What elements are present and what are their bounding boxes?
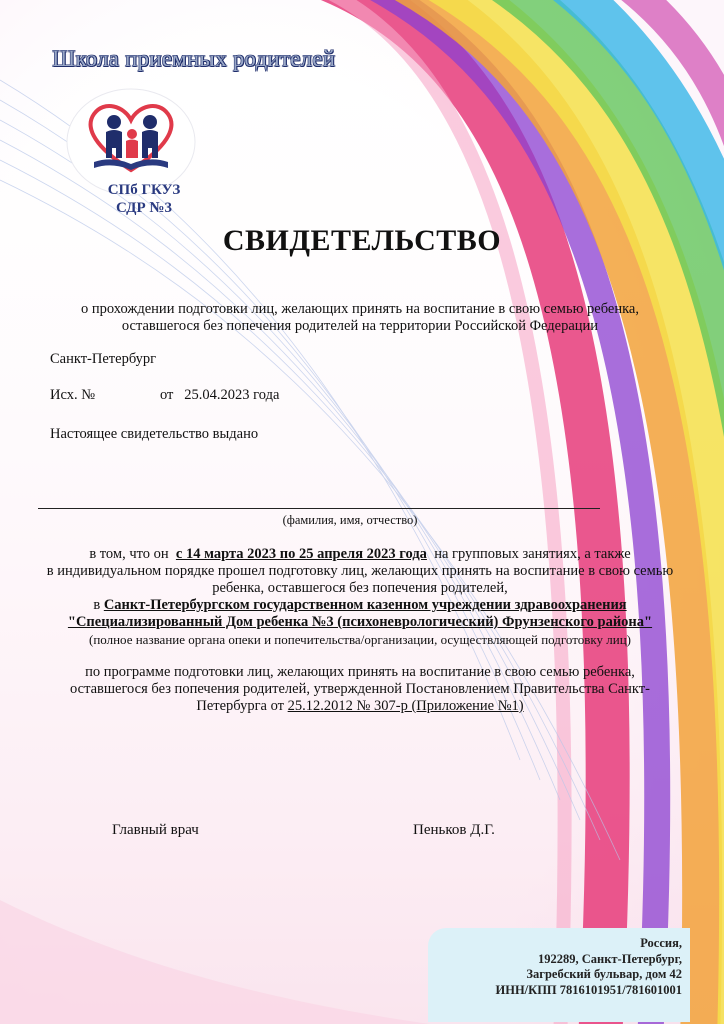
org-abbreviation bbox=[98, 181, 190, 217]
body-line3: ребенка, оставшегося без попечения родителей, bbox=[212, 580, 508, 596]
institution-line1-wrap bbox=[30, 597, 690, 614]
subtitle-line2: оставшегося без попечения родителей на территории Российской Федерации bbox=[121, 318, 599, 334]
reference-date-label: от bbox=[160, 387, 174, 403]
issued-to-label: Настоящее свидетельство выдано bbox=[50, 426, 259, 442]
address-line4: ИНН/КПП 7816101951/781601001 bbox=[495, 982, 682, 997]
address-line3: Загребский бульвар, дом 42 bbox=[526, 967, 682, 981]
certificate-body bbox=[30, 546, 690, 648]
program-line3 bbox=[40, 698, 680, 715]
logo-family-heart-icon bbox=[66, 88, 196, 196]
body-line1 bbox=[30, 546, 690, 563]
institution-caption: (полное название органа опеки и попечительства/организации, осуществляющей подготовку лиц) bbox=[88, 632, 632, 647]
program-decree-ref: 25.12.2012 № 307-р (Приложение №1) bbox=[287, 698, 524, 714]
address-line1: Россия, bbox=[640, 936, 682, 950]
name-signature-line bbox=[38, 508, 600, 509]
program-line1: по программе подготовки лиц, желающих принять на воспитание в свою семью ребенка, bbox=[85, 664, 635, 680]
program-text bbox=[40, 664, 680, 715]
school-title: Школа приемных родителей bbox=[52, 46, 336, 71]
signatory-name: Пеньков Д.Г. bbox=[413, 822, 495, 838]
signatory-role: Главный врач bbox=[112, 822, 199, 838]
address-box bbox=[428, 928, 690, 1022]
name-caption: (фамилия, имя, отчество) bbox=[282, 513, 418, 527]
program-line3-prefix: Петербурга от bbox=[196, 698, 285, 714]
reference-date-value: 25.04.2023 года bbox=[184, 387, 280, 403]
org-line2: СДР №3 bbox=[116, 200, 172, 216]
reference-number-label: Исх. № bbox=[50, 387, 96, 403]
body-after-period: на групповых занятиях, а также bbox=[434, 546, 631, 562]
institution-line2: "Специализированный Дом ребенка №3 (психоневрологический) Фрунзенского района" bbox=[67, 614, 653, 630]
address-line2: 192289, Санкт-Петербург, bbox=[537, 951, 682, 966]
certificate-title: СВИДЕТЕЛЬСТВО bbox=[222, 224, 502, 257]
certificate-subtitle bbox=[40, 301, 680, 335]
institution-line1: Санкт-Петербургском государственном казенном учреждении здравоохранения bbox=[103, 597, 627, 613]
body-line2: в индивидуальном порядке прошел подготовку лиц, желающих принять на воспитание в свою семью bbox=[46, 563, 674, 579]
training-period: с 14 марта 2023 по 25 апреля 2023 года bbox=[175, 546, 427, 562]
city: Санкт-Петербург bbox=[50, 351, 157, 367]
reference-date bbox=[160, 387, 279, 404]
subtitle-line1: о прохождении подготовки лиц, желающих принять на воспитание в свою семью ребенка, bbox=[80, 301, 639, 317]
program-line2: оставшегося без попечения родителей, утвержденной Постановлением Правительства Санкт- bbox=[70, 681, 650, 697]
org-line1: СПб ГКУЗ bbox=[107, 182, 181, 198]
body-prefix: в том, что он bbox=[89, 546, 169, 562]
institution-in-prefix: в bbox=[93, 597, 101, 613]
